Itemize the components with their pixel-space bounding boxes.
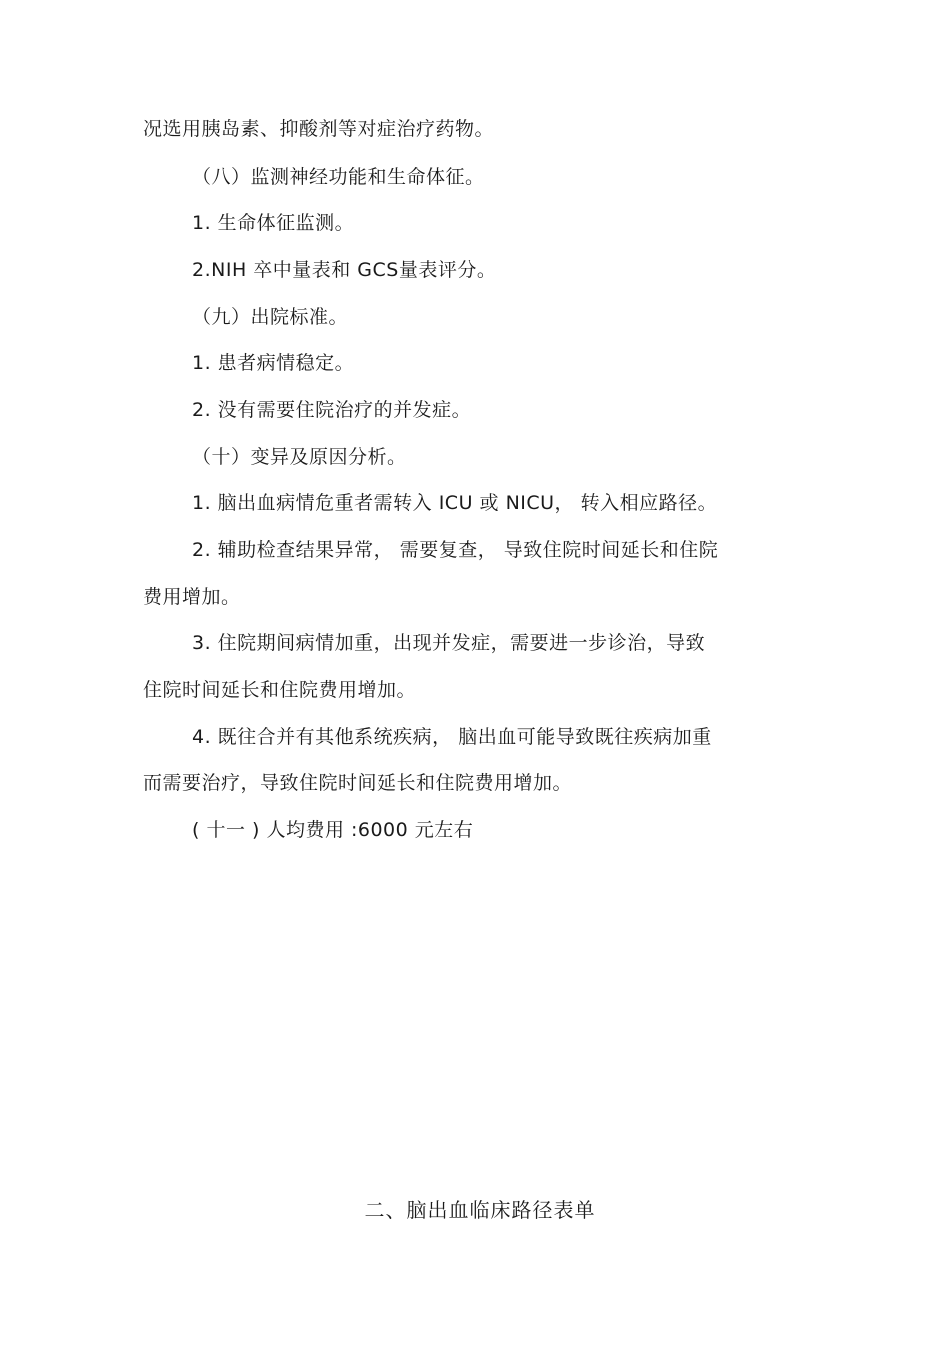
list-item-9-1: 1. 患者病情稳定。 [192, 352, 355, 374]
list-item-8-2: 2.NIH 卒中量表和 GCS量表评分。 [192, 259, 497, 281]
subsection-heading-9: （九）出院标准。 [192, 306, 349, 328]
list-item-8-1: 1. 生命体征监测。 [192, 212, 355, 234]
list-item-10-1: 1. 脑出血病情危重者需转入 ICU 或 NICU， 转入相应路径。 [192, 492, 718, 514]
list-item-10-4: 4. 既往合并有其他系统疾病， 脑出血可能导致既往疾病加重 [192, 726, 712, 748]
section-heading: 二、脑出血临床路径表单 [364, 1198, 596, 1222]
text-line-continuation: 况选用胰岛素、抑酸剂等对症治疗药物。 [143, 118, 495, 140]
subsection-heading-8: （八）监测神经功能和生命体征。 [192, 166, 485, 188]
list-item-10-2-continuation: 费用增加。 [143, 586, 241, 608]
subsection-heading-10: （十）变异及原因分析。 [192, 446, 407, 468]
list-item-10-3: 3. 住院期间病情加重，出现并发症，需要进一步诊治，导致 [192, 632, 706, 654]
list-item-10-3-continuation: 住院时间延长和住院费用增加。 [143, 679, 417, 701]
subsection-heading-11: ( 十一 ) 人均费用 :6000 元左右 [192, 819, 474, 841]
list-item-10-4-continuation: 而需要治疗，导致住院时间延长和住院费用增加。 [143, 772, 573, 794]
list-item-9-2: 2. 没有需要住院治疗的并发症。 [192, 399, 472, 421]
list-item-10-2: 2. 辅助检查结果异常， 需要复查， 导致住院时间延长和住院 [192, 539, 719, 561]
